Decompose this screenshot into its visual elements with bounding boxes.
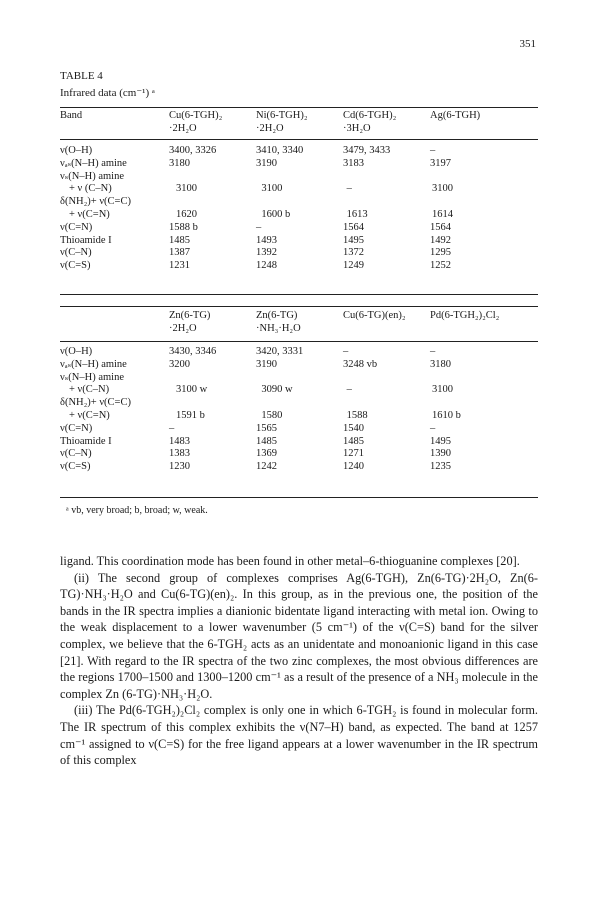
table-cell bbox=[343, 196, 430, 209]
row-label: ν(C–N) bbox=[60, 448, 92, 460]
table-cell bbox=[430, 196, 538, 209]
table-row bbox=[60, 461, 538, 474]
table2-top-rule bbox=[60, 306, 538, 307]
table-cell: 1392 bbox=[256, 247, 277, 259]
table-cell: 3180 bbox=[169, 157, 190, 169]
table-cell: 1485 bbox=[169, 234, 190, 246]
table-cell: 1495 bbox=[343, 234, 364, 246]
table-row bbox=[60, 260, 538, 273]
row-label: ν(C=S) bbox=[60, 461, 91, 473]
table-cell: 3183 bbox=[343, 157, 364, 169]
table-cell bbox=[256, 171, 343, 184]
table-row bbox=[60, 247, 538, 260]
table-cell: 1564 bbox=[343, 221, 364, 233]
table-caption: Infrared data (cm⁻¹) ᵃ bbox=[60, 87, 155, 99]
table-cell: 3430, 3346 bbox=[169, 346, 217, 357]
table-cell: 3090 w bbox=[261, 384, 293, 396]
table-cell: 1248 bbox=[256, 260, 277, 272]
table-cell: 1540 bbox=[343, 422, 364, 434]
table-cell: 3420, 3331 bbox=[256, 346, 304, 357]
table1-header-cell: Cd(6-TGH)₂ ·3H₂O bbox=[343, 110, 397, 134]
table-cell: 1387 bbox=[169, 247, 190, 259]
table-top-rule bbox=[60, 107, 538, 108]
row-label: νₐₛ(N–H) amine bbox=[60, 157, 127, 169]
table-row bbox=[60, 384, 538, 397]
table-cell: – bbox=[346, 384, 352, 396]
table-cell: 3100 bbox=[175, 183, 197, 195]
table-cell: 1383 bbox=[169, 448, 190, 460]
table-cell: 1610 b bbox=[432, 409, 461, 421]
table-row bbox=[60, 423, 538, 436]
table-row bbox=[60, 171, 538, 184]
row-label: νₐₛ(N–H) amine bbox=[60, 358, 127, 370]
table1-header-cell: Band bbox=[60, 110, 83, 121]
table-cell: 1369 bbox=[256, 448, 277, 460]
table-cell bbox=[169, 196, 256, 209]
table-cell: 3248 vb bbox=[343, 358, 378, 370]
table-row bbox=[60, 346, 538, 359]
table-cell: 1295 bbox=[430, 247, 451, 259]
table-cell: 1390 bbox=[430, 448, 451, 460]
table-cell: 1252 bbox=[430, 260, 451, 272]
table1-header-cell: Ag(6-TGH) bbox=[430, 110, 481, 121]
table-row bbox=[60, 145, 538, 158]
table-row bbox=[60, 359, 538, 372]
table-cell: 1493 bbox=[256, 234, 277, 246]
table-cell bbox=[256, 372, 343, 385]
table-cell: 1620 bbox=[175, 208, 197, 220]
table-cell: 1485 bbox=[256, 435, 277, 447]
table-cell: 1249 bbox=[343, 260, 364, 272]
table-row bbox=[60, 448, 538, 461]
table-cell: 1565 bbox=[256, 422, 277, 434]
table-cell: 1580 bbox=[261, 409, 283, 421]
row-label: νₛ(N–H) amine bbox=[60, 170, 124, 182]
table-cell: 1240 bbox=[343, 461, 364, 473]
table-row bbox=[60, 397, 538, 410]
table-cell bbox=[430, 397, 538, 410]
table-cell: 1230 bbox=[169, 461, 190, 473]
row-label: ν(C=S) bbox=[60, 260, 91, 272]
row-label: Thioamide I bbox=[60, 234, 112, 246]
table-cell bbox=[343, 171, 430, 184]
table-cell: 1564 bbox=[430, 221, 451, 233]
table1-header-cell: Ni(6-TGH)₂ ·2H₂O bbox=[256, 110, 308, 134]
table-cell: – bbox=[430, 346, 436, 357]
table2-bottom-rule bbox=[60, 497, 538, 498]
table-cell: 3100 bbox=[261, 183, 283, 195]
row-label: ν(C=N) bbox=[60, 422, 93, 434]
table-cell: 3100 bbox=[432, 384, 454, 396]
table-row bbox=[60, 410, 538, 423]
row-label: δ(NH₂)+ ν(C=C) bbox=[60, 196, 131, 208]
table-cell: 1492 bbox=[430, 234, 451, 246]
row-label: + ν(C=N) bbox=[69, 409, 110, 421]
table-row bbox=[60, 372, 538, 385]
table2-body bbox=[60, 346, 538, 474]
table-row bbox=[60, 235, 538, 248]
table-cell: 1235 bbox=[430, 461, 451, 473]
table-cell: 3100 bbox=[432, 183, 454, 195]
table-cell: 1242 bbox=[256, 461, 277, 473]
table-cell: 3410, 3340 bbox=[256, 145, 304, 156]
table-cell: 1372 bbox=[343, 247, 364, 259]
table-cell: 1613 bbox=[346, 208, 368, 220]
table-cell: 1231 bbox=[169, 260, 190, 272]
row-label: + ν(C=N) bbox=[69, 208, 110, 220]
table1-header-rule bbox=[60, 139, 538, 140]
row-label: + ν(C–N) bbox=[69, 384, 110, 396]
row-label: ν(C–N) bbox=[60, 247, 92, 259]
table-cell bbox=[430, 372, 538, 385]
table-cell: 3200 bbox=[169, 358, 190, 370]
table1-header-cell: Cu(6-TGH)₂ ·2H₂O bbox=[169, 110, 223, 134]
table-cell: 3479, 3433 bbox=[343, 145, 391, 156]
table-cell: 3400, 3326 bbox=[169, 145, 217, 156]
table-cell bbox=[343, 372, 430, 385]
row-label: δ(NH₂)+ ν(C=C) bbox=[60, 397, 131, 409]
table-cell: 1591 b bbox=[175, 409, 205, 421]
table-row bbox=[60, 209, 538, 222]
table-cell bbox=[256, 196, 343, 209]
table-cell bbox=[256, 397, 343, 410]
table-cell: – bbox=[169, 422, 175, 434]
table1-bottom-rule bbox=[60, 294, 538, 295]
table-cell: 1588 b bbox=[169, 221, 198, 233]
row-label: ν(C=N) bbox=[60, 221, 93, 233]
table-title: TABLE 4 bbox=[60, 70, 103, 82]
table2-header-cell: Cu(6-TG)(en)₂ bbox=[343, 310, 406, 321]
table-footnote: ᵃ vb, very broad; b, broad; w, weak. bbox=[66, 505, 208, 516]
table-cell bbox=[169, 397, 256, 410]
table-cell: 1600 b bbox=[261, 208, 291, 220]
table2-header-rule bbox=[60, 341, 538, 342]
table-row bbox=[60, 183, 538, 196]
table-cell bbox=[169, 372, 256, 385]
table-cell: – bbox=[256, 221, 262, 233]
table-cell: 3197 bbox=[430, 157, 451, 169]
table-cell: 1485 bbox=[343, 435, 364, 447]
paragraph: (iii) The Pd(6-TGH₂)₂Cl₂ complex is only one in which 6-TGH₂ is found in molecular form. The IR spectrum of this complex exhibits the ν(N7–H) band, as expected. The band at 1257 cm⁻¹ assigned to ν(C=S) for the free ligand appears at a lower wavenumber in the IR spectrum of this complex bbox=[60, 703, 538, 768]
table2-header bbox=[60, 310, 538, 336]
table-cell: 3190 bbox=[256, 157, 277, 169]
table-cell bbox=[430, 171, 538, 184]
table-cell: 3190 bbox=[256, 358, 277, 370]
table-cell: 1271 bbox=[343, 448, 364, 460]
table-row bbox=[60, 158, 538, 171]
table2-header-cell bbox=[60, 310, 169, 336]
table-row bbox=[60, 222, 538, 235]
table1-body bbox=[60, 145, 538, 273]
table-cell bbox=[169, 171, 256, 184]
table-cell: – bbox=[343, 346, 349, 357]
table2-header-cell: Zn(6-TG) ·NH₃·H₂O bbox=[256, 310, 301, 334]
table-cell: 3100 w bbox=[175, 384, 208, 396]
table-cell: – bbox=[346, 183, 352, 195]
table-cell: 1588 bbox=[346, 409, 368, 421]
table-cell: 1483 bbox=[169, 435, 190, 447]
table-cell: – bbox=[430, 145, 436, 156]
paragraph: ligand. This coordination mode has been found in other metal–6-thioguanine complexes [20]. bbox=[60, 554, 520, 568]
paragraph: (ii) The second group of complexes comprises Ag(6-TGH), Zn(6-TG)·2H₂O, Zn(6-TG)·NH₃·H₂O and Cu(6-TG)(en)₂. In this group, as in the previous one, the position of the bands in the IR spectra implies a dianionic bidentate ligand interacting with metal ion. Owing to the weak displacement to a lower wavenumber (5 cm⁻¹) of the ν(C=S) band for the silver complex, we believe that the 6-TGH₂ acts as an unidentate and monoanionic ligand in this case [21]. With regard to the IR spectra of the two zinc complexes, the most obvious differences are the regions 1700–1500 and 1300–1200 cm⁻¹ as a result of the presence of a NH₃ molecule in the complex Zn (6-TG)·NH₃·H₂O. bbox=[60, 570, 538, 701]
page-number: 351 bbox=[519, 38, 536, 50]
table2-header-cell: Zn(6-TG) ·2H₂O bbox=[169, 310, 211, 334]
table2-header-cell: Pd(6-TGH₂)₂Cl₂ bbox=[430, 310, 500, 321]
table-cell: – bbox=[430, 422, 436, 434]
body-text bbox=[60, 553, 538, 769]
table1-header bbox=[60, 110, 538, 136]
row-label: ν(O–H) bbox=[60, 346, 93, 357]
row-label: + ν (C–N) bbox=[69, 183, 112, 195]
table-cell: 1614 bbox=[432, 208, 454, 220]
table-cell bbox=[343, 397, 430, 410]
row-label: νₛ(N–H) amine bbox=[60, 371, 124, 383]
row-label: Thioamide I bbox=[60, 435, 112, 447]
table-cell: 1495 bbox=[430, 435, 451, 447]
row-label: ν(O–H) bbox=[60, 145, 93, 156]
table-row bbox=[60, 196, 538, 209]
table-cell: 3180 bbox=[430, 358, 451, 370]
table-row bbox=[60, 436, 538, 449]
